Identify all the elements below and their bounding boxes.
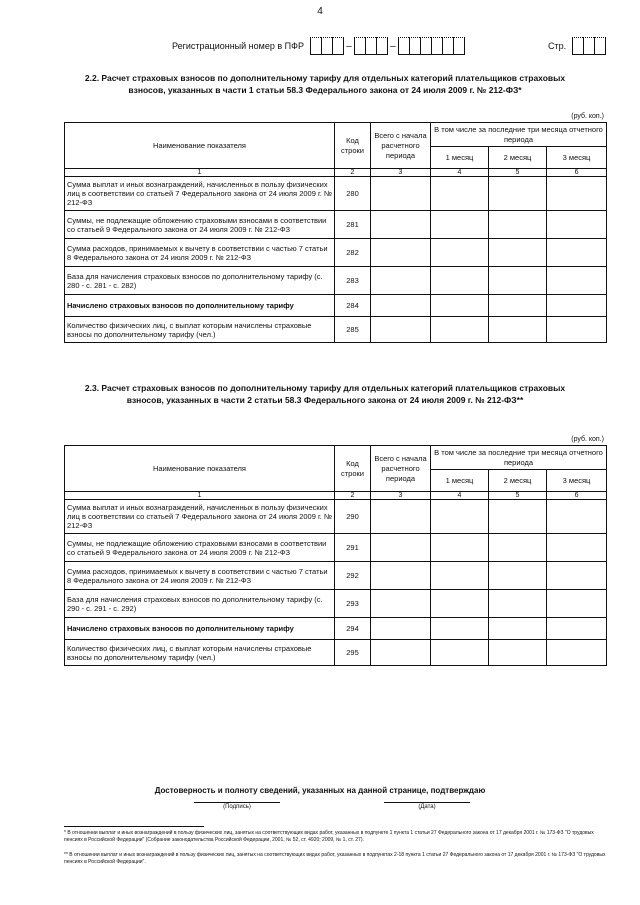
value-cell[interactable] <box>489 618 547 640</box>
reg-number-part2[interactable] <box>354 37 388 55</box>
table-row: Суммы, не подлежащие обложению страховыми взносами в соответствии со статьей 9 Федерального закона от 24 июля 2009 г. № 212-ФЗ 291 <box>65 534 607 562</box>
value-cell[interactable] <box>489 239 547 267</box>
value-cell[interactable] <box>371 177 431 211</box>
value-cell[interactable] <box>489 640 547 666</box>
units-label: (руб. коп.) <box>571 113 604 120</box>
value-cell[interactable] <box>431 640 489 666</box>
value-cell[interactable] <box>489 500 547 534</box>
value-cell[interactable] <box>547 267 607 295</box>
column-number-row: 1 2 3 4 5 6 <box>65 169 607 177</box>
date-caption: (Дата) <box>418 804 436 810</box>
header-last-three-months: В том числе за последние три месяца отчетного периода <box>431 446 607 470</box>
footnote-divider <box>64 826 204 827</box>
registration-number-row <box>172 36 465 56</box>
footnote-2: ** В отношении выплат и иных вознаграждений в пользу физических лиц, занятых на соответствующих видах работ, указанных в подпунктах 2-18 пункта 1 статьи 27 Федерального закона от 17 декабря 2001 г. № 173-ФЗ "О трудовых пенсиях в Российской Федерации". <box>64 852 606 865</box>
value-cell[interactable] <box>547 640 607 666</box>
table-row: Сумма выплат и иных вознаграждений, начисленных в пользу физических лиц в соответствии со статьей 7 Федерального закона от 24 июля 2009 г. № 212-ФЗ 290 <box>65 500 607 534</box>
value-cell[interactable] <box>431 295 489 317</box>
value-cell[interactable] <box>547 239 607 267</box>
dash-separator: – <box>346 40 352 52</box>
header-code: Код строки <box>335 123 371 169</box>
value-cell[interactable] <box>431 211 489 239</box>
value-cell[interactable] <box>489 534 547 562</box>
table-row: Сумма выплат и иных вознаграждений, начисленных в пользу физических лиц в соответствии со статьей 7 Федерального закона от 24 июля 2009 г. № 212-ФЗ 280 <box>65 177 607 211</box>
value-cell[interactable] <box>547 500 607 534</box>
value-cell[interactable] <box>547 295 607 317</box>
value-cell[interactable] <box>431 618 489 640</box>
header-month-3: 3 месяц <box>547 147 607 169</box>
table-row: База для начисления страховых взносов по дополнительному тарифу (с. 290 - с. 291 - с. 292) 293 <box>65 590 607 618</box>
header-last-three-months: В том числе за последние три месяца отчетного периода <box>431 123 607 147</box>
value-cell[interactable] <box>371 534 431 562</box>
value-cell[interactable] <box>371 562 431 590</box>
footnote-1: * В отношении выплат и иных вознаграждений в пользу физических лиц, занятых на соответствующих видах работ, указанных в подпункте 1 пункта 1 статьи 27 Федерального закона от 17 декабря 2001 г. № 173-ФЗ "О трудовых пенсиях в Российской Федерации" (Собрание законодательства Российской Федерации, 2001, № 52, ст. 4920; 2009, № 1, ст. 27). <box>64 830 594 843</box>
header-total: Всего с начала расчетного периода <box>371 123 431 169</box>
value-cell[interactable] <box>371 211 431 239</box>
page-field-row <box>548 36 606 56</box>
value-cell[interactable] <box>547 590 607 618</box>
value-cell[interactable] <box>547 562 607 590</box>
value-cell[interactable] <box>371 239 431 267</box>
value-cell[interactable] <box>489 211 547 239</box>
value-cell[interactable] <box>489 562 547 590</box>
reg-number-part1[interactable] <box>310 37 344 55</box>
header-month-2: 2 месяц <box>489 147 547 169</box>
header-month-1: 1 месяц <box>431 147 489 169</box>
section-2-2-title: 2.2. Расчет страховых взносов по дополнительному тарифу для отдельных категорий плательщиков страховых взносов, указанных в части 1 статьи 58.3 Федерального закона от 24 июля 2009 г. № 212-ФЗ* <box>84 73 566 95</box>
table-row: Начислено страховых взносов по дополнительному тарифу 284 <box>65 295 607 317</box>
section-2-2-table <box>64 122 607 343</box>
value-cell[interactable] <box>547 618 607 640</box>
value-cell[interactable] <box>431 177 489 211</box>
table-row: Суммы, не подлежащие обложению страховыми взносами в соответствии со статьей 9 Федерального закона от 24 июля 2009 г. № 212-ФЗ 281 <box>65 211 607 239</box>
value-cell[interactable] <box>547 534 607 562</box>
page-number: 4 <box>317 6 323 17</box>
reg-number-part3[interactable] <box>398 37 465 55</box>
value-cell[interactable] <box>431 590 489 618</box>
value-cell[interactable] <box>371 500 431 534</box>
table-row: Начислено страховых взносов по дополнительному тарифу 294 <box>65 618 607 640</box>
table-row: Сумма расходов, принимаемых к вычету в соответствии с частью 7 статьи 8 Федерального закона от 24 июля 2009 г. № 212-ФЗ 282 <box>65 239 607 267</box>
value-cell[interactable] <box>431 562 489 590</box>
header-name: Наименование показателя <box>65 123 335 169</box>
value-cell[interactable] <box>489 295 547 317</box>
units-label: (руб. коп.) <box>571 436 604 443</box>
table-row: Сумма расходов, принимаемых к вычету в соответствии с частью 7 статьи 8 Федерального закона от 24 июля 2009 г. № 212-ФЗ 292 <box>65 562 607 590</box>
section-2-3-title: 2.3. Расчет страховых взносов по дополнительному тарифу для отдельных категорий плательщиков страховых взносов, указанных в части 2 статьи 58.3 Федерального закона от 24 июля 2009 г. № 212-ФЗ** <box>84 383 566 405</box>
value-cell[interactable] <box>547 317 607 343</box>
value-cell[interactable] <box>371 295 431 317</box>
value-cell[interactable] <box>489 590 547 618</box>
value-cell[interactable] <box>371 317 431 343</box>
value-cell[interactable] <box>371 618 431 640</box>
table-row: База для начисления страховых взносов по дополнительному тарифу (с. 280 - с. 281 - с. 282) 283 <box>65 267 607 295</box>
date-line[interactable] <box>384 802 470 803</box>
header-month-1: 1 месяц <box>431 470 489 492</box>
signature-caption: (Подпись) <box>223 804 251 810</box>
column-number-row: 1 2 3 4 5 6 <box>65 492 607 500</box>
value-cell[interactable] <box>371 640 431 666</box>
confirmation-statement: Достоверность и полноту сведений, указанных на данной странице, подтверждаю <box>154 786 486 795</box>
header-total: Всего с начала расчетного периода <box>371 446 431 492</box>
header-name: Наименование показателя <box>65 446 335 492</box>
page-field-cells[interactable] <box>572 37 606 55</box>
page-field-label: Стр. <box>548 41 567 51</box>
signature-line[interactable] <box>194 802 280 803</box>
value-cell[interactable] <box>489 317 547 343</box>
value-cell[interactable] <box>489 267 547 295</box>
table-row: Количество физических лиц, с выплат которым начислены страховые взносы по дополнительному тарифу (чел.) 285 <box>65 317 607 343</box>
value-cell[interactable] <box>489 177 547 211</box>
header-month-3: 3 месяц <box>547 470 607 492</box>
value-cell[interactable] <box>371 590 431 618</box>
header-code: Код строки <box>335 446 371 492</box>
value-cell[interactable] <box>431 267 489 295</box>
table-row: Количество физических лиц, с выплат которым начислены страховые взносы по дополнительному тарифу (чел.) 295 <box>65 640 607 666</box>
value-cell[interactable] <box>431 534 489 562</box>
dash-separator: – <box>390 40 396 52</box>
value-cell[interactable] <box>431 317 489 343</box>
section-2-3-table <box>64 445 607 666</box>
value-cell[interactable] <box>547 211 607 239</box>
header-month-2: 2 месяц <box>489 470 547 492</box>
value-cell[interactable] <box>431 239 489 267</box>
value-cell[interactable] <box>431 500 489 534</box>
value-cell[interactable] <box>371 267 431 295</box>
registration-number-label: Регистрационный номер в ПФР <box>172 41 304 51</box>
value-cell[interactable] <box>547 177 607 211</box>
